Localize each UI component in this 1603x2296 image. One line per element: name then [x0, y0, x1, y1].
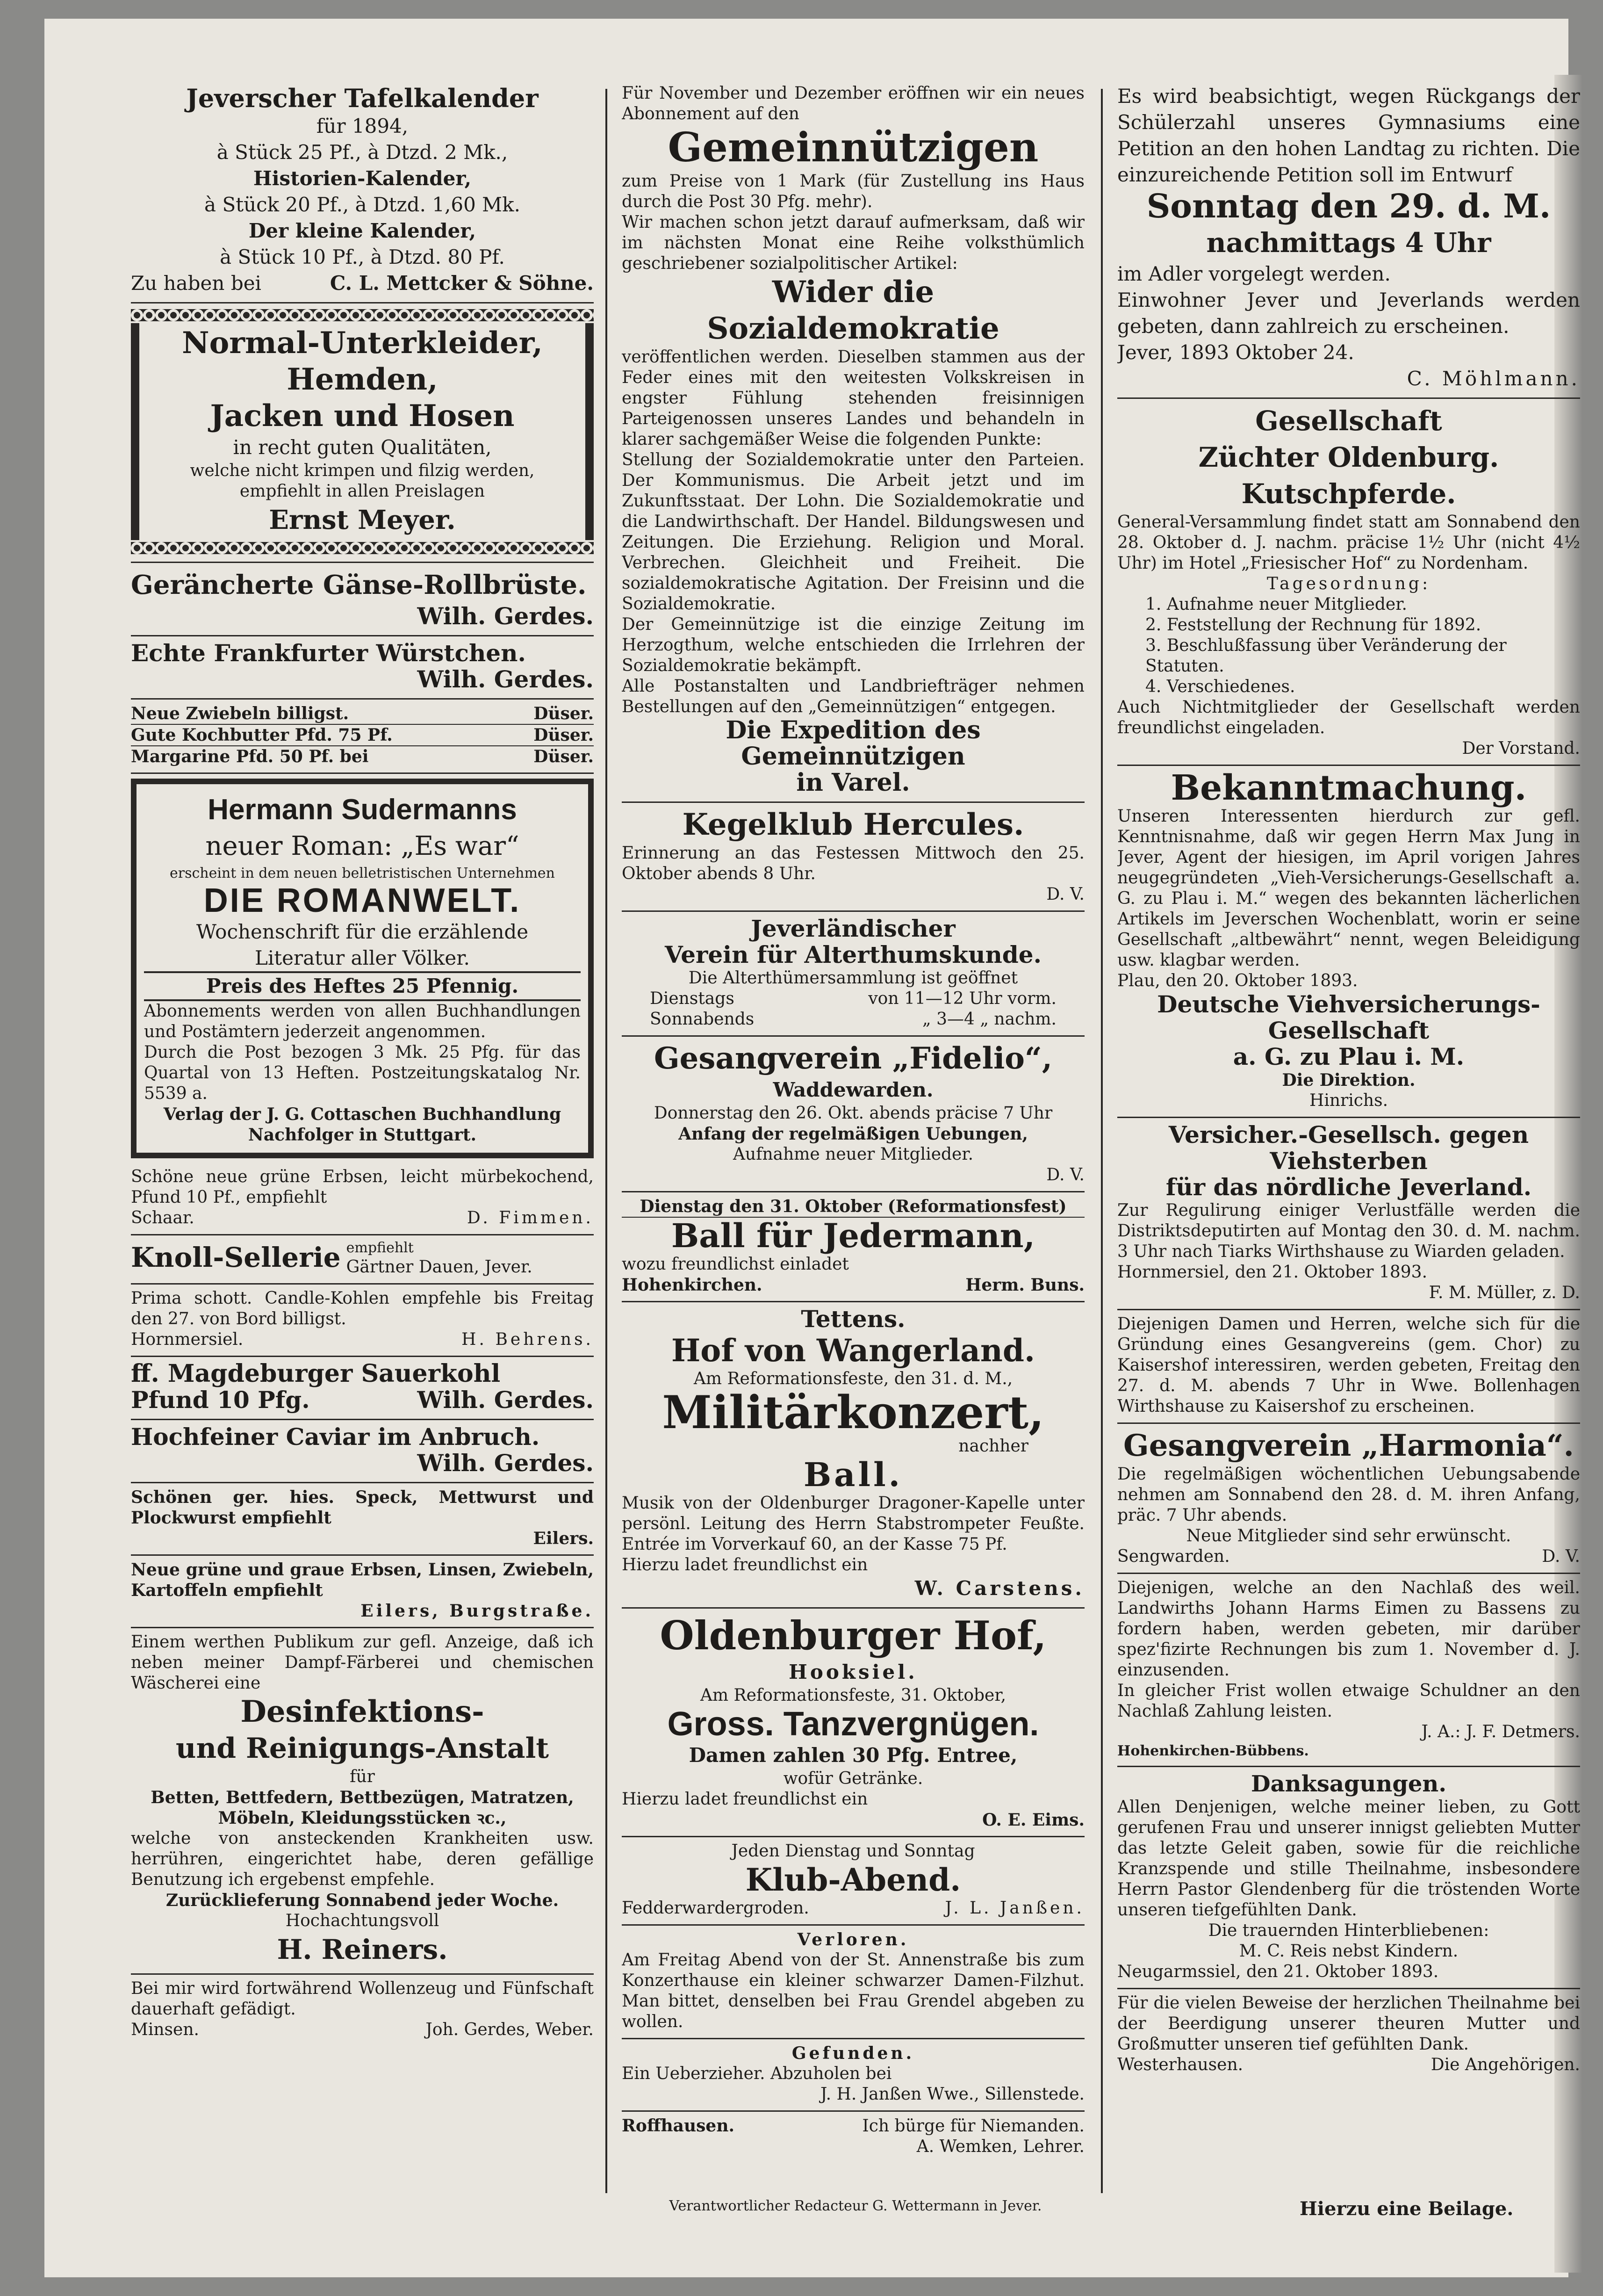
- ad-title: Hermann Sudermanns: [208, 794, 517, 826]
- ad-frame: [131, 323, 594, 540]
- ad-underwear: [131, 303, 594, 563]
- ad-title: Geräncherte Gänse-Rollbrüste.: [131, 570, 587, 600]
- column-right: [1117, 79, 1580, 2174]
- ad-title: Gemeinnützigen: [668, 124, 1039, 171]
- ad-text: empfiehlt: [346, 1240, 414, 1256]
- ad-text: In gleicher Frist wollen etwaige Schuldner an den Nachlaß Zahlung leisten.: [1117, 1681, 1580, 1721]
- ad-title: für das nördliche Jeverland.: [1165, 1173, 1532, 1201]
- ad-text: Neue grüne und graue Erbsen, Linsen, Zwiebeln, Kartoffeln empfiehlt: [131, 1560, 594, 1600]
- ad-text: Zur Regulirung einiger Verlustfälle werden die Distriktsdeputirten auf Montag den 30. d. M. nachm. 3 Uhr nach Tiarks Wirthshause zu Wiarden geladen.: [1117, 1201, 1580, 1261]
- ad-signature: F. M. Müller, z. D.: [1429, 1283, 1580, 1302]
- ad-text: Die trauernden Hinterbliebenen:: [1208, 1921, 1489, 1940]
- ad-text: von 11—12 Uhr vorm.: [868, 989, 1057, 1008]
- ad-text: Einem werthen Publikum zur gefl. Anzeige, daß ich neben meiner Dampf-Färberei und chemischen Wäscherei eine: [131, 1632, 594, 1693]
- ad-title: Ball.: [803, 1455, 903, 1494]
- ad-text: Hohenkirchen.: [622, 1275, 762, 1295]
- ad-text: Aufnahme neuer Mitglieder.: [733, 1145, 974, 1164]
- ad-signature: Herm. Buns.: [965, 1275, 1085, 1295]
- ad-petition: [1117, 79, 1580, 399]
- ad-text: veröffentlichen werden. Dieselben stammen aus der Feder eines mit den weitesten Volkskreisen in engster Fühlung stehenden freisinnigen Parteigenossen unseres Landes und behandeln in klarer sachgemäßer Weise die folgenden Punkte:: [622, 347, 1085, 449]
- ad-title: Kegelklub Hercules.: [682, 807, 1024, 842]
- ad-text: welche nicht krimpen und filzig werden,: [190, 461, 535, 480]
- ad-peas: [131, 1163, 594, 1235]
- agenda-item: 1. Aufnahme neuer Mitglieder.: [1145, 595, 1407, 614]
- ad-text: Alle Postanstalten und Landbriefträger nehmen Bestellungen auf den „Gemeinnützigen“ entgegen.: [622, 677, 1085, 716]
- ad-text: Durch die Post bezogen 3 Mk. 25 Pfg. für das Quartal von 13 Heften. Postzeitungskatalog Nr. 5539 a.: [144, 1043, 581, 1103]
- ad-gefunden: [622, 2039, 1085, 2112]
- ad-text: Schönen ger. hies. Speck, Mettwurst und Plockwurst empfiehlt: [131, 1487, 594, 1528]
- ad-text: für 1894,: [316, 115, 409, 137]
- ad-title: Hemden,: [287, 362, 438, 397]
- ad-price: Preis des Heftes 25 Pfennig.: [144, 971, 581, 1001]
- column-left: [131, 79, 594, 2174]
- ad-calendars: [131, 79, 594, 303]
- ad-signature: Wilh. Gerdes.: [417, 1449, 594, 1477]
- ad-title: DIE ROMANWELT.: [203, 882, 521, 919]
- ad-klub-abend: [622, 1837, 1085, 1926]
- ad-kutschpferde: [1117, 399, 1580, 766]
- ad-title: Jeverscher Tafelkalender: [186, 83, 539, 113]
- ad-text: Schöne neue grüne Erbsen, leicht mürbekochend, Pfund 10 Pf., empfiehlt: [131, 1167, 594, 1207]
- ad-text: Auch Nichtmitglieder der Gesellschaft werden freundlichst eingeladen.: [1117, 698, 1580, 737]
- ad-kegelklub: [622, 803, 1085, 912]
- ad-text: Margarine Pfd. 50 Pf. bei: [131, 747, 369, 766]
- ad-signature: M. C. Reis nebst Kindern.: [1239, 1942, 1459, 1961]
- ad-subtitle: Wochenschrift für die erzählende: [196, 920, 529, 943]
- ad-title: Deutsche Viehversicherungs-Gesellschaft: [1157, 990, 1540, 1044]
- ad-text: Hierzu ladet freundlichst ein: [622, 1790, 868, 1809]
- ad-oldenburger-hof: [622, 1609, 1085, 1837]
- ad-weaver: [131, 1975, 594, 2046]
- agenda-item: 4. Verschiedenes.: [1145, 677, 1295, 696]
- ad-subtitle: Tagesordnung:: [1266, 574, 1431, 593]
- ad-title: Desinfektions-: [240, 1694, 484, 1729]
- ad-fidelio: [622, 1037, 1085, 1192]
- ad-signature: H. Reiners.: [277, 1934, 448, 1965]
- ad-title: Versicher.-Gesellsch. gegen Viehsterben: [1168, 1121, 1529, 1175]
- ad-text: Roffhausen.: [622, 2116, 735, 2136]
- ad-title: Normal-Unterkleider,: [182, 325, 543, 361]
- ad-title: Verein für Alterthumskunde.: [665, 941, 1042, 968]
- ad-title: a. G. zu Plau i. M.: [1233, 1043, 1465, 1070]
- ad-signature: Die Angehörigen.: [1430, 2055, 1580, 2074]
- ad-text: Die Direktion.: [1282, 1070, 1416, 1090]
- ad-subtitle: Der kleine Kalender,: [248, 219, 476, 242]
- ornament-border: [131, 542, 594, 554]
- ad-text: Verlag der J. G. Cottaschen Buchhandlung Nachfolger in Stuttgart.: [163, 1105, 561, 1145]
- ad-text: wozu freundlichst einladet: [622, 1255, 849, 1274]
- ad-text: Abonnements werden von allen Buchhandlungen und Postämtern jederzeit angenommen.: [144, 1002, 581, 1041]
- ad-subtitle: Literatur aller Völker.: [254, 946, 470, 969]
- ad-title: und Reinigungs-Anstalt: [175, 1732, 549, 1765]
- ad-text: Minsen.: [131, 2020, 199, 2039]
- column-rule: [605, 89, 607, 2193]
- agenda-item: 3. Beschlußfassung über Veränderung der Statuten.: [1145, 636, 1507, 676]
- ad-text: Gute Kochbutter Pfd. 75 Pf.: [131, 725, 393, 745]
- ad-title: Klub-Abend.: [745, 1862, 961, 1898]
- ad-text: Ein Ueberzieher. Abzuholen bei: [622, 2064, 892, 2083]
- ad-title: Echte Frankfurter Würstchen.: [131, 639, 526, 667]
- ad-text: Allen Denjenigen, welche meiner lieben, zu Gott gerufenen Frau und unserer innigst geliebten Mutter das letzte Geleit gaben, sowie für die reichliche Kranzspende und stille Theilnahme, insbesondere Herrn Pastor Glendenberg für die tröstenden Worte unseren tiefgefühlten Dank.: [1117, 1798, 1580, 1920]
- ad-title: Gefunden.: [791, 2043, 915, 2063]
- ad-sausages: [131, 636, 594, 700]
- ad-title: Bekanntmachung.: [1171, 768, 1527, 808]
- ad-text: Stellung der Sozialdemokratie unter den Parteien. Der Kommunismus. Die Arbeit jetzt und im Zukunftsstaat. Der Lohn. Die Sozialdemokratie und die Landwirthschaft. Der Handel. Bildungswesen und Zeitungen. Die Erziehung. Religion und Moral. Verbrechen. Gleichheit und Freiheit. Die sozialdemokratische Agitation. Der Freisinn und die Sozialdemokratie.: [622, 450, 1085, 614]
- ad-text: Dienstag den 31. Oktober (Reformationsfest): [622, 1196, 1085, 1218]
- ad-romanwelt: [131, 779, 594, 1158]
- ad-text: à Stück 25 Pf., à Dtzd. 2 Mk.,: [216, 141, 508, 164]
- ad-text: Pfund 10 Pfg.: [131, 1386, 310, 1414]
- ad-signature: O. E. Eims.: [982, 1810, 1085, 1830]
- ad-verloren: [622, 1926, 1085, 2039]
- ad-title: Wider die Sozialdemokratie: [707, 274, 999, 346]
- ad-text: Wir machen schon jetzt darauf aufmerksam, daß wir im nächsten Monat eine Reihe volksthümlich geschriebener sozialpolitischer Artikel:: [622, 213, 1085, 273]
- ad-signature: Wilh. Gerdes.: [417, 665, 594, 693]
- ad-text: Zurücklieferung Sonnabend jeder Woche.: [165, 1891, 559, 1910]
- ad-subtitle: Historien-Kalender,: [253, 167, 472, 190]
- ad-title: Hochfeiner Caviar im Anbruch.: [131, 1423, 540, 1451]
- ad-text: Dienstags: [650, 989, 734, 1008]
- ad-text: in recht guten Qualitäten,: [233, 436, 492, 459]
- ad-caviar: [131, 1420, 594, 1483]
- ad-signature: D. V.: [1046, 885, 1085, 904]
- ad-text: Die regelmäßigen wöchentlichen Uebungsabende nehmen am Sonnabend den 28. d. M. ihren Anfang, präc. 7 Uhr abends.: [1117, 1465, 1580, 1525]
- ad-title: Gross. Tanzvergnügen.: [667, 1705, 1039, 1743]
- ad-text: Sonnabends: [650, 1010, 755, 1029]
- ad-signature: Der Vorstand.: [1462, 739, 1580, 758]
- ad-danksagung-1: [1117, 1767, 1580, 1989]
- ad-text: erscheint in dem neuen belletristischen Unternehmen: [169, 865, 555, 881]
- ad-text: Die Alterthümersammlung ist geöffnet: [688, 968, 1018, 988]
- ad-text: für: [350, 1767, 375, 1786]
- ad-text: Bei mir wird fortwährend Wollenzeug und Fünfschaft dauerhaft gefädigt.: [131, 1979, 594, 2019]
- ad-text: Prima schott. Candle-Kohlen empfehle bis Freitag den 27. von Bord billigst.: [131, 1289, 594, 1329]
- ad-celery: [131, 1235, 594, 1285]
- ad-text: „ 3—4 „ nachm.: [922, 1010, 1057, 1029]
- ad-text: Damen zahlen 30 Pfg. Entree,: [689, 1744, 1018, 1767]
- ad-text: Neue Mitglieder sind sehr erwünscht.: [1186, 1526, 1511, 1545]
- ad-bekanntmachung: [1117, 766, 1580, 1118]
- ornament-border: [131, 309, 594, 321]
- ad-dueser: [131, 700, 594, 774]
- agenda-item: 2. Feststellung der Rechnung für 1892.: [1145, 615, 1481, 635]
- ad-signature: Eilers.: [533, 1529, 594, 1548]
- ad-roffhausen: [622, 2112, 1085, 2163]
- ad-title: Danksagungen.: [1251, 1771, 1447, 1797]
- ad-text: Jever, 1893 Oktober 24.: [1117, 341, 1354, 364]
- ad-harmonia: [1117, 1424, 1580, 1574]
- ad-title: Knoll-Sellerie: [131, 1242, 341, 1273]
- column-middle: [622, 79, 1085, 2174]
- ad-text: zum Preise von 1 Mark (für Zustellung ins Haus durch die Post 30 Pfg. mehr).: [622, 172, 1085, 211]
- ad-signature: C. Möhlmann.: [1407, 367, 1580, 390]
- ad-title: Ball für Jedermann,: [671, 1216, 1035, 1255]
- ad-sauerkraut: [131, 1357, 594, 1420]
- ad-text: Betten, Bettfedern, Bettbezügen, Matratzen, Möbeln, Kleidungsstücken ꝛc.,: [151, 1788, 574, 1828]
- ad-signature: Düser.: [533, 725, 594, 745]
- ad-bacon: [131, 1483, 594, 1556]
- ad-text: Hornmersiel.: [131, 1330, 244, 1349]
- ad-title: Jacken und Hosen: [210, 398, 515, 433]
- ad-signature: H. Behrens.: [461, 1330, 594, 1349]
- ad-signature: D. V.: [1046, 1165, 1085, 1184]
- ad-signature: A. Wemken, Lehrer.: [916, 2137, 1085, 2156]
- ad-signature: W. Carstens.: [914, 1577, 1085, 1600]
- ad-text: im Adler vorgelegt werden.: [1117, 262, 1391, 285]
- ad-text: welche von ansteckenden Krankheiten usw. herrühren, eingerichtet habe, deren gefällige Benutzung ich ergebenst empfehle.: [131, 1829, 594, 1889]
- ad-signature: C. L. Mettcker & Söhne.: [330, 272, 594, 295]
- ad-signature: Düser.: [533, 747, 594, 766]
- ad-text: Der Gemeinnützige ist die einzige Zeitung im Herzogthum, welche entschieden die Irrlehren der Sozialdemokratie bekämpft.: [622, 615, 1085, 675]
- ad-text: Westerhausen.: [1117, 2055, 1244, 2074]
- ad-alterthum: [622, 912, 1085, 1037]
- ad-title: Oldenburger Hof,: [660, 1612, 1047, 1659]
- ad-text: Plau, den 20. Oktober 1893.: [1117, 971, 1358, 990]
- ad-text: à Stück 10 Pf., à Dtzd. 80 Pf.: [220, 245, 505, 268]
- ad-text: Hornmersiel, den 21. Oktober 1893.: [1117, 1263, 1428, 1282]
- ad-text: Jeden Dienstag und Sonntag: [731, 1841, 975, 1861]
- ad-signature: D. V.: [1542, 1547, 1580, 1566]
- ad-signature: Joh. Gerdes, Weber.: [425, 2020, 594, 2039]
- ad-text: J. H. Janßen Wwe., Sillenstede.: [820, 2085, 1085, 2104]
- ad-title: Gesangverein „Fidelio“,: [654, 1041, 1053, 1076]
- ad-text: Neugarmssiel, den 21. Oktober 1893.: [1117, 1962, 1439, 1981]
- ad-text: à Stück 20 Pf., à Dtzd. 1,60 Mk.: [204, 193, 520, 216]
- ad-gemeinnuetzige: [622, 79, 1085, 803]
- ad-title: Gesellschaft: [1255, 405, 1442, 437]
- ad-ball-jedermann: [622, 1192, 1085, 1302]
- ad-signature: Ernst Meyer.: [269, 505, 456, 535]
- ad-signature: Wilh. Gerdes.: [417, 602, 594, 630]
- ad-subtitle: Waddewarden.: [773, 1078, 934, 1101]
- ad-title: neuer Roman: „Es war“: [205, 831, 519, 861]
- ad-signature: J. A.: J. F. Detmers.: [1421, 1722, 1580, 1741]
- ad-title: Hof von Wangerland.: [671, 1332, 1035, 1369]
- ad-nachlass: [1117, 1574, 1580, 1767]
- ad-danksagung-2: [1117, 1989, 1580, 2081]
- ad-text: Einwohner Jever und Jeverlands werden gebeten, dann zahlreich zu erscheinen.: [1117, 289, 1580, 338]
- ad-text: Ich bürge für Niemanden.: [862, 2116, 1085, 2136]
- ad-text: Am Reformationsfeste, 31. Oktober,: [700, 1686, 1006, 1705]
- ad-text: nachher: [958, 1437, 1028, 1456]
- ad-text: Schaar.: [131, 1208, 194, 1227]
- column-rule: [1101, 89, 1103, 2193]
- ad-text: Es wird beabsichtigt, wegen Rückgangs der Schülerzahl unseres Gymnasiums eine Petition an den hohen Landtag zu richten. Die einzureichende Petition soll im Entwurf: [1117, 85, 1580, 186]
- ad-text: Für November und Dezember eröffnen wir ein neues Abonnement auf den: [622, 84, 1085, 123]
- ad-text: Hierzu ladet freundlichst ein: [622, 1555, 868, 1574]
- footer-supplement: Hierzu eine Beilage.: [1300, 2198, 1514, 2220]
- ad-text: Diejenigen Damen und Herren, welche sich für die Gründung eines Gesangvereins (gem. Chor) zu Kaisershof interessiren, werden gebeten, Freitag den 27. d. M. abends 7 Uhr in Wwe. Bollenhagen Wirthshause zu Kaisershof zu erscheinen.: [1117, 1314, 1580, 1416]
- ad-goose: [131, 563, 594, 636]
- footer-editor: Verantwortlicher Redacteur G. Wettermann in Jever.: [669, 2198, 1042, 2214]
- ad-lentils: [131, 1556, 594, 1628]
- ad-disinfection: [131, 1628, 594, 1975]
- ad-text: Neue Zwiebeln billigst.: [131, 704, 349, 723]
- ad-title: Militärkonzert,: [662, 1386, 1044, 1439]
- ad-text: Am Freitag Abend von der St. Annenstraße bis zum Konzerthause ein kleiner schwarzer Damen-Filzhut. Man bittet, denselben bei Frau Grendel abgeben zu wollen.: [622, 1950, 1085, 2031]
- ad-place: Tettens.: [801, 1305, 906, 1333]
- ad-signature: Die Expedition des Gemeinnützigen: [726, 716, 981, 771]
- ad-title: Jeverländischer: [751, 915, 956, 942]
- ad-text: Sengwarden.: [1117, 1547, 1230, 1566]
- ad-coal: [131, 1285, 594, 1357]
- ad-viehsterben: [1117, 1118, 1580, 1310]
- ad-text: Am Reformationsfeste, den 31. d. M.,: [693, 1369, 1013, 1388]
- ad-text: Diejenigen, welche an den Nachlaß des weil. Landwirths Johann Harms Eimen zu Bassens zu fordern haben, werden gebeten, mir darüber spez'fizirte Rechnungen bis zum 1. November d. J. einzusenden.: [1117, 1578, 1580, 1680]
- ad-text: Zu haben bei: [131, 272, 261, 295]
- ad-signature: Düser.: [533, 704, 594, 723]
- ad-title: Züchter Oldenburg. Kutschpferde.: [1198, 441, 1499, 510]
- ad-text: Erinnerung an das Festessen Mittwoch den 25. Oktober abends 8 Uhr.: [622, 844, 1085, 883]
- ad-text: Unseren Interessenten hierdurch zur gefl. Kenntnisnahme, daß wir gegen Herrn Max Jung in Jever, Agent der hiesigen, im April vorigen Jahres neugegründeten „Vieh-Versicherungs-Gesellschaft a. G. zu Plau i. M.“ wegen des bekannten lächerlichen Artikels im Jeverschen Wochenblatt, worin er seine Gesellschaft „altbewährt“ nennt, wegen Beleidigung usw. klagbar werden.: [1117, 807, 1580, 970]
- ad-text: Hohenkirchen-Bübbens.: [1117, 1743, 1309, 1759]
- ad-title: Sonntag den 29. d. M.: [1146, 187, 1551, 225]
- ad-title: Verloren.: [797, 1930, 909, 1949]
- ad-text: General-Versammlung findet statt am Sonnabend den 28. Oktober d. J. nachm. präcise 1½ Uhr (nicht 4½ Uhr) im Hotel „Friesischer Hof“ zu Nordenham.: [1117, 513, 1580, 573]
- ad-text: wofür Getränke.: [783, 1769, 923, 1788]
- ad-text: empfiehlt in allen Preislagen: [239, 482, 485, 501]
- ad-title: Gesangverein „Harmonia“.: [1123, 1428, 1574, 1463]
- ad-signature: J. L. Janßen.: [945, 1899, 1085, 1918]
- ad-text: Für die vielen Beweise der herzlichen Theilnahme bei der Beerdigung unserer theuren Mutter und Großmutter unseren tief gefühlten Dank.: [1117, 1993, 1580, 2054]
- ad-signature: D. Fimmen.: [467, 1208, 594, 1227]
- ad-text: Fedderwardergroden.: [622, 1899, 809, 1918]
- ad-title: nachmittags 4 Uhr: [1206, 227, 1491, 259]
- ad-signature: Eilers, Burgstraße.: [360, 1601, 594, 1621]
- ad-text: Donnerstag den 26. Okt. abends präcise 7 Uhr: [654, 1104, 1053, 1123]
- ad-text: Gärtner Dauen, Jever.: [346, 1257, 532, 1277]
- ad-subtitle: Hooksiel.: [789, 1661, 918, 1683]
- ad-text: Hochachtungsvoll: [285, 1911, 439, 1930]
- ad-wangerland: [622, 1302, 1085, 1609]
- ad-title: ff. Magdeburger Sauerkohl: [131, 1359, 501, 1388]
- ad-text: Musik von der Oldenburger Dragoner-Kapelle unter persönl. Leitung des Herrn Stabstrompeter Feußte. Entrée im Vorverkauf 60, an der Kasse 75 Pf.: [622, 1494, 1085, 1554]
- ad-kaisershof: [1117, 1310, 1580, 1424]
- ad-text: Anfang der regelmäßigen Uebungen,: [678, 1124, 1028, 1144]
- ad-signature: Wilh. Gerdes.: [417, 1386, 594, 1414]
- ad-signature: Hinrichs.: [1309, 1091, 1388, 1110]
- ad-signature: in Varel.: [796, 768, 910, 797]
